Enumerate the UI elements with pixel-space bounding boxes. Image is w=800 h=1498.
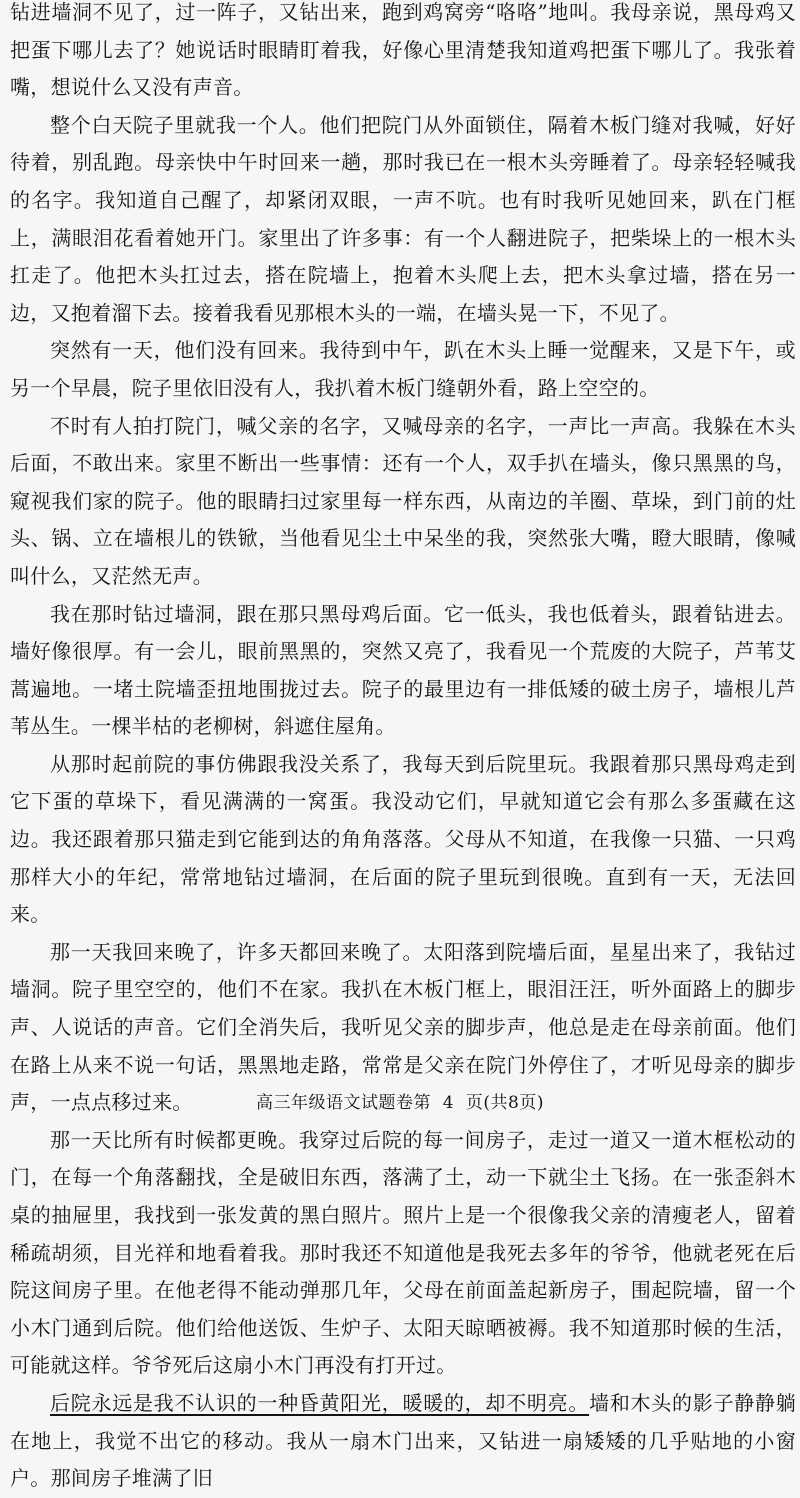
paragraph-6: 从那时起前院的事仿佛跟我没关系了，我每天到后院里玩。我跟着那只黑母鸡走到它下蛋的草垛下，看见满满的一窝蛋。我没动它们，早就知道它会有那么多蛋藏在这边。我还跟着那只猫走到它能到达的角角落落。父母从不知道，在我像一只猫、一只鸡那样大小的年纪，常常地钻过墙洞，在后面的院子里玩到很晚。直到有一天，无法回来。: [10, 751, 796, 927]
footer-total-pages: 页(共8页): [465, 1093, 545, 1113]
paragraph-9-rest: 墙和木头的影子静静躺在地上，我觉不出它的移动。我从一扇木门出来，又钻进一扇矮矮的几乎贴地的小窗户。那间房子堆满了旧: [10, 1390, 796, 1491]
footer-page-number: 4: [442, 1093, 455, 1113]
paragraph-4: 不时有人拍打院门，喊父亲的名字，又喊母亲的名字，一声比一声高。我躲在木头后面，不敢出来。家里不断出一些事情：还有一个人，双手扒在墙头，像只黑黑的鸟，窥视我们家的院子。他的眼睛扫过家里每一样东西，从南边的羊圈、草垛，到门前的灶头、锅、立在墙根儿的铁锨，当他看见尘土中呆坐的我，突然张大嘴，瞪大眼睛，像喊叫什么，又茫然无声。: [10, 413, 796, 588]
footer-title: 高三年级语文试题卷第: [255, 1093, 431, 1113]
paragraph-2: 整个白天院子里就我一个人。他们把院门从外面锁住，隔着木板门缝对我喊，好好待着，别乱跑。母亲快中午时回来一趟，那时我已在一根木头旁睡着了。母亲轻轻喊我的名字。我知道自己醒了，却紧闭双眼，一声不吭。也有时我听见她回来，趴在门框上，满眼泪花看着她开门。家里出了许多事：有一个人翻进院子，把柴垛上的一根木头扛走了。他把木头扛过去，搭在院墙上，抱着木头爬上去，把木头拿过墙，搭在另一边，又抱着溜下去。接着我看见那根木头的一端，在墙头晃一下，不见了。: [10, 112, 796, 325]
paragraph-9: [10, 1385, 796, 1498]
underlined-sentence: 后院永远是我不认识的一种昏黄阳光，暖暖的，却不明亮。: [50, 1390, 590, 1415]
paragraph-3: 突然有一天，他们没有回来。我待到中午，趴在木头上睡一觉醒来，又是下午，或另一个早晨，院子里依旧没有人，我扒着木板门缝朝外看，路上空空的。: [10, 338, 796, 400]
paragraph-5: 我在那时钻过墙洞，跟在那只黑母鸡后面。它一低头，我也低着头，跟着钻进去。墙好像很厚。有一会儿，眼前黑黑的，突然又亮了，我看见一个荒废的大院子，芦苇艾蒿遍地。一堵土院墙歪扭地围拢过去。院子的最里边有一排低矮的破土房子，墙根儿芦苇丛生。一棵半枯的老柳树，斜遮住屋角。: [10, 601, 796, 739]
exam-page: [10, 0, 796, 1491]
page-footer: [0, 1088, 800, 1113]
paragraph-1: 钻进墙洞不见了，过一阵子，又钻出来，跑到鸡窝旁“咯咯”地叫。我母亲说，黑母鸡又把蛋下哪儿去了？她说话时眼睛盯着我，好像心里清楚我知道鸡把蛋下哪儿了。我张着嘴，想说什么又没有声音。: [10, 0, 796, 100]
paragraph-7: 那一天我回来晚了，许多天都回来晚了。太阳落到院墙后面，星星出来了，我钻过墙洞。院子里空空的，他们不在家。我扒在木板门框上，眼泪汪汪，听外面路上的脚步声、人说话的声音。它们全消失后，我听见父亲的脚步声，他总是走在母亲前面。他们在路上从来不说一句话，黑黑地走路，常常是父亲在院门外停住了，才听见母亲的脚步声，一点点移过来。: [10, 939, 796, 1115]
paragraph-8: 那一天比所有时候都更晚。我穿过后院的每一间房子，走过一道又一道木框松动的门，在每一个角落翻找，全是破旧东西，落满了土，动一下就尘土飞扬。在一张歪斜木桌的抽屉里，我找到一张发黄的黑白照片。照片上是一个很像我父亲的清瘦老人，留着稀疏胡须，目光祥和地看着我。那时我还不知道他是我死去多年的爷爷，他就老死在后院这间房子里。在他老得不能动弹那几年，父母在前面盖起新房子，围起院墙，留一个小木门通到后院。他们给他送饭、生炉子、太阳天晾晒被褥。我不知道那时候的生活，可能就这样。爷爷死后这扇小木门再没有打开过。: [10, 1127, 796, 1378]
